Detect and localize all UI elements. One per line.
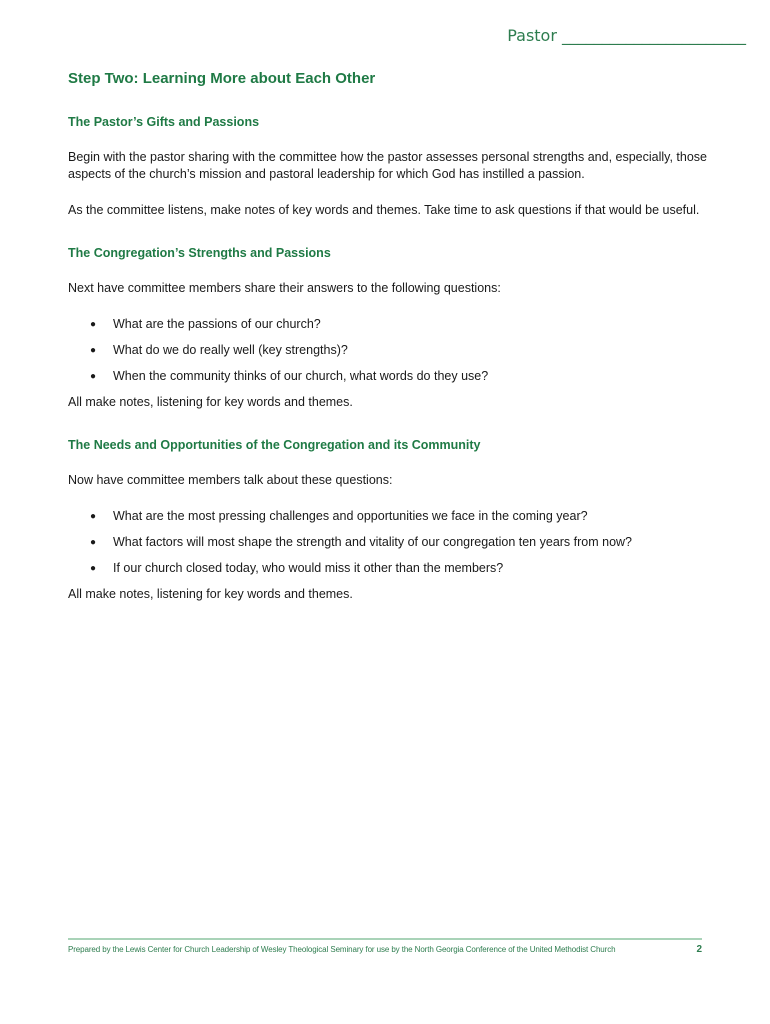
page-number: 2 [696,944,702,955]
section-heading-congregation-strengths: The Congregation’s Strengths and Passions [68,246,331,260]
list-item: ● What are the passions of our church? [90,317,321,331]
paragraph-intro-questions: Next have committee members share their answers to the following questions: [68,281,501,295]
question-list-strengths [68,316,718,385]
page-footer [68,938,702,955]
list-item: ● What factors will most shape the strength and vitality of our congregation ten years from now? [90,535,633,549]
bullet-icon: ● [90,563,97,574]
section-heading-needs-opportunities: The Needs and Opportunities of the Congregation and its Community [68,438,481,452]
bullet-icon: ● [90,345,97,356]
question-list-needs [68,508,718,577]
paragraph-intro-talk: Now have committee members talk about these questions: [68,473,393,487]
list-item: ● What are the most pressing challenges and opportunities we face in the coming year? [90,509,588,523]
document-body [68,70,718,603]
paragraph-make-notes-final: All make notes, listening for key words and themes. [68,587,353,601]
page-title: Step Two: Learning More about Each Other [68,70,376,87]
paragraph-pastor-sharing: Begin with the pastor sharing with the committee how the pastor assesses personal strengths and, especially, those aspects of the church’s mission and pastoral leadership for which God has instilled a passion. [68,150,708,181]
bullet-icon: ● [90,371,97,382]
bullet-icon: ● [90,511,97,522]
list-item: ● What do we do really well (key strengths)? [90,343,348,357]
footer-credit: Prepared by the Lewis Center for Church Leadership of Wesley Theological Seminary for use by the North Georgia Conference of the United Methodist Church [68,945,616,954]
bullet-icon: ● [90,537,97,548]
list-item: ● When the community thinks of our church, what words do they use? [90,369,489,383]
list-item: ● If our church closed today, who would miss it other than the members? [90,561,504,575]
pastor-signature-line: Pastor _______________________ [507,26,746,45]
section-heading-pastor-gifts: The Pastor’s Gifts and Passions [68,115,260,129]
paragraph-make-notes: All make notes, listening for key words and themes. [68,395,353,409]
bullet-icon: ● [90,319,97,330]
paragraph-committee-listens: As the committee listens, make notes of key words and themes. Take time to ask questions if that would be useful. [68,203,700,217]
